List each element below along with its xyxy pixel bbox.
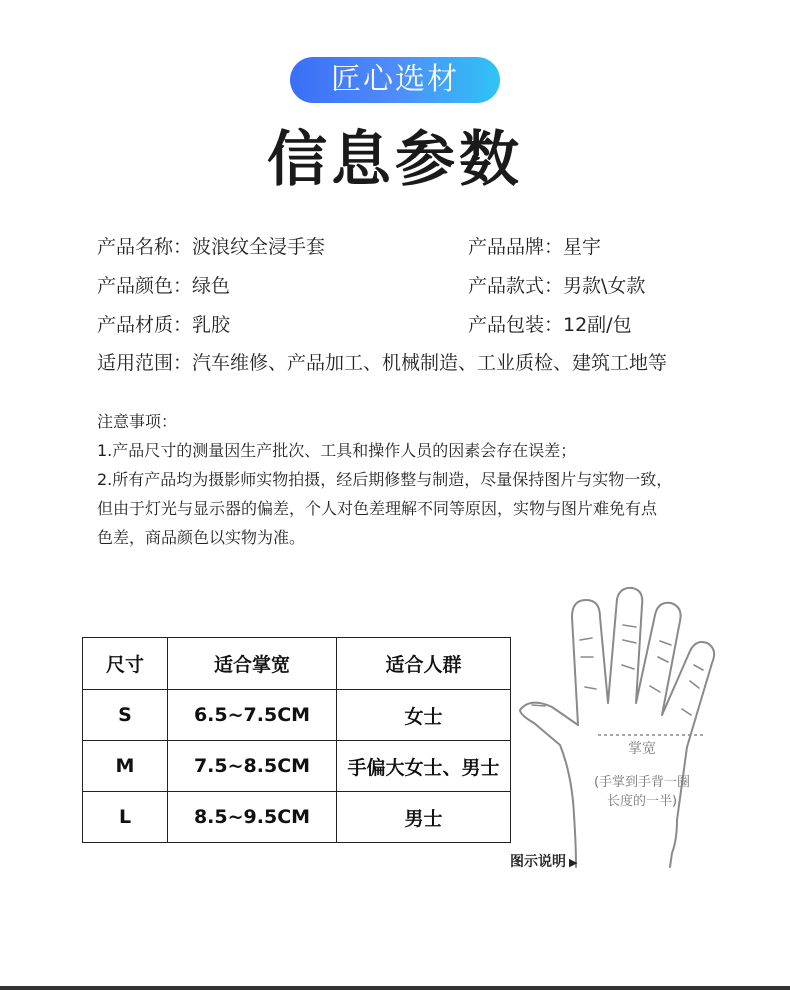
header-palm-width: 适合掌宽	[168, 638, 337, 690]
cell-audience: 男士	[337, 792, 511, 843]
table-header-row	[83, 638, 511, 690]
cell-audience: 手偏大女士、男士	[337, 741, 511, 792]
table-row	[83, 690, 511, 741]
hand-diagram	[510, 585, 720, 875]
bottom-divider	[0, 986, 790, 990]
param-style: 产品款式：男款\女款	[468, 275, 646, 297]
palm-width-note-line2: 长度的一半)	[606, 794, 678, 809]
cell-audience: 女士	[337, 690, 511, 741]
cell-palm-width: 6.5~7.5CM	[168, 690, 337, 741]
cell-palm-width: 7.5~8.5CM	[168, 741, 337, 792]
notes-heading: 注意事项：	[97, 412, 178, 431]
notes-line: 但由于灯光与显示器的偏差，个人对色差理解不同等原因，实物与图片难免有点	[97, 499, 658, 518]
palm-width-note-line1: (手掌到手背一圈	[593, 775, 691, 790]
table-row	[83, 792, 511, 843]
section-badge: 匠心选材	[290, 57, 500, 103]
diagram-caption	[510, 851, 577, 871]
play-arrow-icon: ▶	[569, 856, 578, 869]
param-package: 产品包装：12副/包	[468, 314, 632, 336]
param-usage: 适用范围：汽车维修、产品加工、机械制造、工业质检、建筑工地等	[97, 352, 668, 374]
notes-line: 2.所有产品均为摄影师实物拍摄，经后期修整与制造，尽量保持图片与实物一致，	[97, 470, 673, 489]
palm-width-label: 掌宽	[628, 741, 656, 757]
cell-size: M	[83, 741, 168, 792]
header-audience: 适合人群	[337, 638, 511, 690]
diagram-caption-text: 图示说明	[510, 854, 566, 870]
size-table	[82, 637, 511, 843]
param-material: 产品材质：乳胶	[97, 314, 231, 336]
header-size: 尺寸	[83, 638, 168, 690]
param-color: 产品颜色：绿色	[97, 275, 231, 297]
notes-section	[97, 407, 707, 552]
cell-palm-width: 8.5~9.5CM	[168, 792, 337, 843]
param-product-name: 产品名称：波浪纹全浸手套	[97, 236, 326, 258]
cell-size: S	[83, 690, 168, 741]
table-row	[83, 741, 511, 792]
param-brand: 产品品牌：星宇	[468, 236, 602, 258]
notes-line: 1.产品尺寸的测量因生产批次、工具和操作人员的因素会存在误差；	[97, 441, 577, 460]
page-title: 信息参数	[267, 125, 523, 195]
hand-outline-icon	[520, 588, 714, 867]
notes-line: 色差，商品颜色以实物为准。	[97, 528, 306, 547]
cell-size: L	[83, 792, 168, 843]
